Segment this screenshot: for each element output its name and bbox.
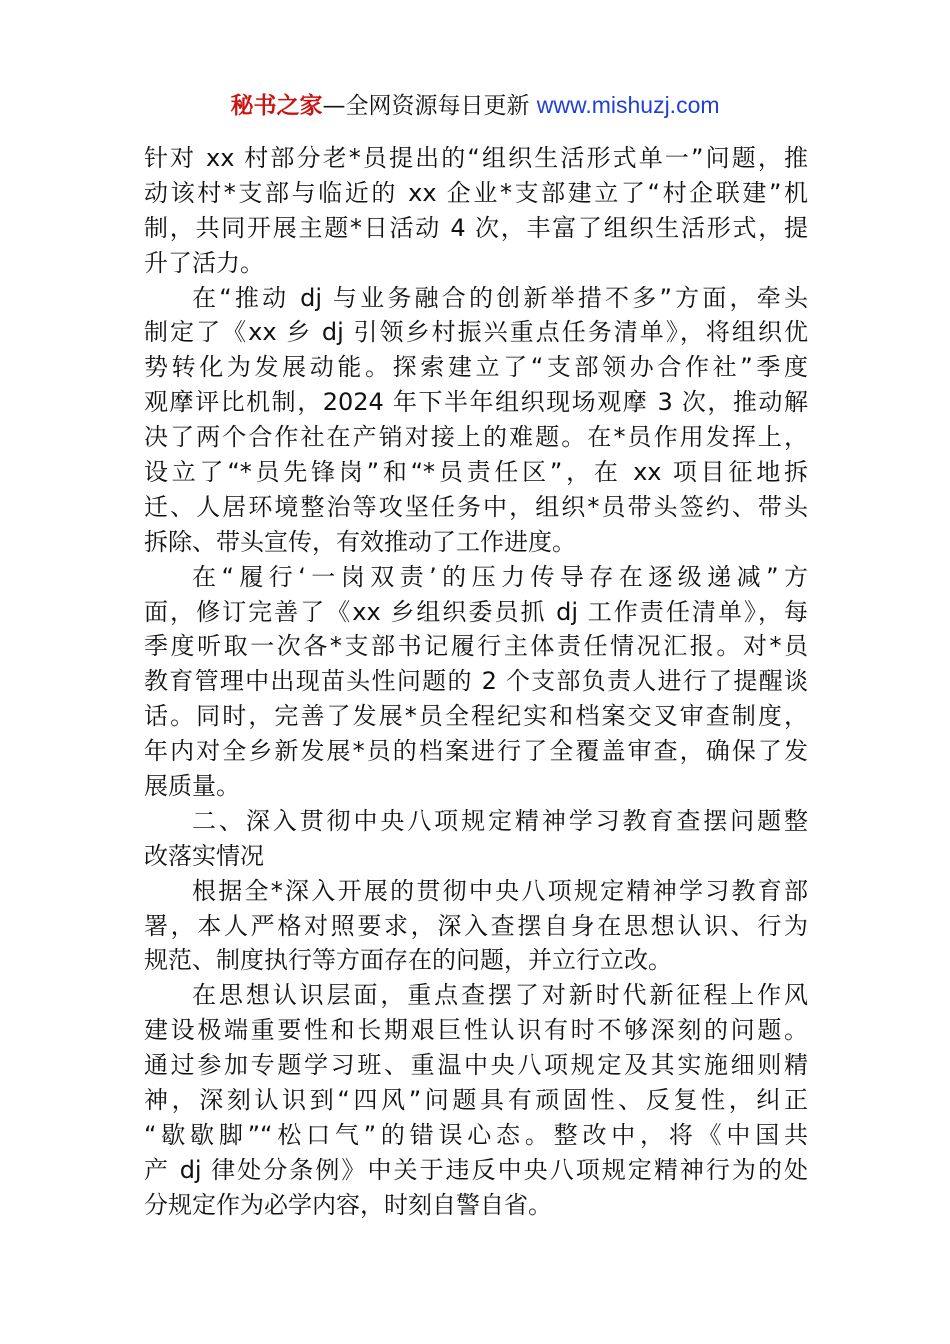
site-url-link[interactable]: www.mishuzj.com <box>536 92 720 118</box>
text-line: 神，深刻认识到“四风”问题具有顽固性、反复性，纠正 <box>144 1086 808 1115</box>
text-line: 展质量。 <box>144 772 240 801</box>
document-body <box>144 141 808 1223</box>
text-line: 面，修订完善了《xx 乡组织委员抓 dj 工作责任清单》，每 <box>144 597 808 626</box>
text-line: 建设极端重要性和长期艰巨性认识有时不够深刻的问题。 <box>144 1016 808 1045</box>
text-line: 迁、人居环境整治等攻坚任务中，组织*员带头签约、带头 <box>144 492 808 521</box>
site-header <box>0 88 950 123</box>
site-tagline: —全网资源每日更新 <box>322 93 537 119</box>
text-line: 产 dj 律处分条例》中关于违反中央八项规定精神行为的处 <box>144 1155 808 1184</box>
text-line: 规范、制度执行等方面存在的问题，并立行立改。 <box>144 946 672 975</box>
text-line: 动该村*支部与临近的 xx 企业*支部建立了“村企联建”机 <box>144 178 808 207</box>
section-heading: 二、深入贯彻中央八项规定精神学习教育查摆问题整 <box>192 806 808 835</box>
text-line: 话。同时，完善了发展*员全程纪实和档案交叉审查制度， <box>144 702 808 731</box>
text-line: 教育管理中出现苗头性问题的 2 个支部负责人进行了提醒谈 <box>144 667 808 696</box>
text-line: 年内对全乡新发展*员的档案进行了全覆盖审查，确保了发 <box>144 737 808 766</box>
text-line: 季度听取一次各*支部书记履行主体责任情况汇报。对*员 <box>144 632 808 661</box>
text-line: 制，共同开展主题*日活动 4 次，丰富了组织生活形式，提 <box>144 213 808 242</box>
section-heading: 改落实情况 <box>144 841 264 870</box>
text-line: 署，本人严格对照要求，深入查摆自身在思想认识、行为 <box>144 911 808 940</box>
text-line: “歇歇脚”“松口气”的错误心态。整改中，将《中国共 <box>144 1120 808 1149</box>
text-line: 在“履行‘一岗双责’的压力传导存在逐级递减”方 <box>192 562 808 591</box>
text-line: 设立了“*员先锋岗”和“*员责任区”，在 xx 项目征地拆 <box>144 458 808 487</box>
text-line: 制定了《xx 乡 dj 引领乡村振兴重点任务清单》，将组织优 <box>144 318 808 347</box>
text-line: 在思想认识层面，重点查摆了对新时代新征程上作风 <box>192 981 808 1010</box>
text-line: 升了活力。 <box>144 248 264 277</box>
site-brand: 秘书之家 <box>230 93 323 119</box>
text-line: 决了两个合作社在产销对接上的难题。在*员作用发挥上， <box>144 423 808 452</box>
text-line: 在“推动 dj 与业务融合的创新举措不多”方面，牵头 <box>192 283 808 312</box>
text-line: 势转化为发展动能。探索建立了“支部领办合作社”季度 <box>144 353 808 382</box>
text-line: 拆除、带头宣传，有效推动了工作进度。 <box>144 527 576 556</box>
text-line: 针对 xx 村部分老*员提出的“组织生活形式单一”问题，推 <box>144 144 808 172</box>
text-line: 通过参加专题学习班、重温中央八项规定及其实施细则精 <box>144 1051 808 1080</box>
text-line: 分规定作为必学内容，时刻自警自省。 <box>144 1190 552 1219</box>
text-line: 观摩评比机制，2024 年下半年组织现场观摩 3 次，推动解 <box>144 388 808 417</box>
text-line: 根据全*深入开展的贯彻中央八项规定精神学习教育部 <box>192 876 808 905</box>
